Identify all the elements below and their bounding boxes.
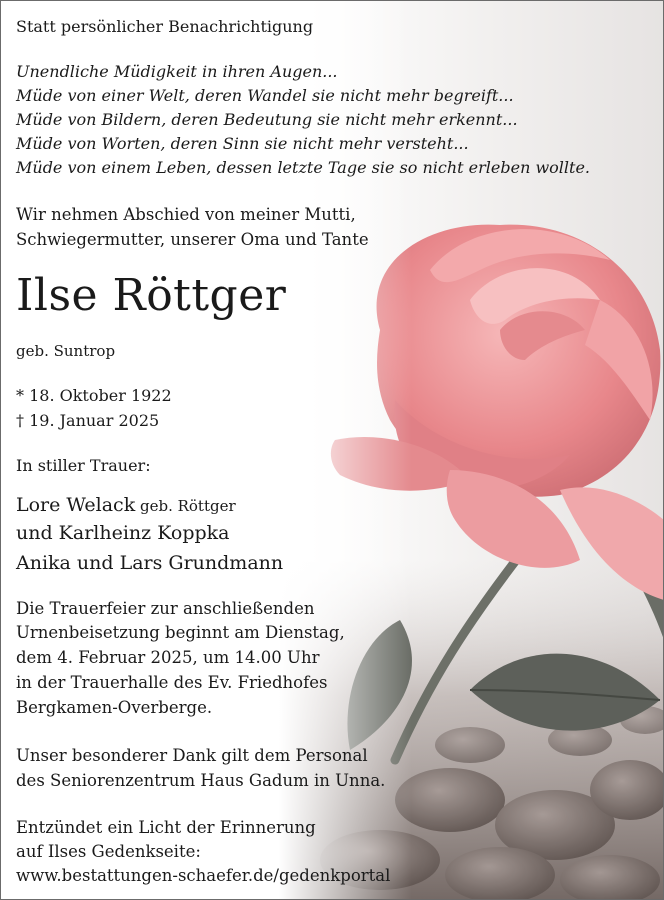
notice-header: Statt persönlicher Benachrichtigung (16, 17, 314, 36)
mourning-label: In stiller Trauer: (16, 456, 151, 475)
family-line-3: Anika und Lars Grundmann (16, 552, 284, 574)
family-member-birth-name: geb. Röttger (135, 497, 236, 515)
family-line-1 (16, 494, 236, 516)
family-member-name: Lore Welack (16, 494, 136, 516)
memorial-line-2: auf Ilses Gedenkseite: (16, 842, 201, 861)
poem-line-1: Unendliche Müdigkeit in ihren Augen... (16, 62, 338, 81)
birth-name: geb. Suntrop (16, 342, 116, 360)
intro-line-2: Schwiegermutter, unserer Oma und Tante (16, 230, 369, 249)
intro-line-1: Wir nehmen Abschied von meiner Mutti, (16, 205, 356, 224)
family-line-2: und Karlheinz Koppka (16, 522, 230, 544)
memorial-url: www.bestattungen-schaefer.de/gedenkportal (16, 866, 391, 885)
deceased-name: Ilse Röttger (16, 270, 287, 321)
poem-line-5: Müde von einem Leben, dessen letzte Tage sie so nicht erleben wollte. (16, 158, 590, 177)
death-date: † 19. Januar 2025 (16, 411, 160, 430)
poem-line-4: Müde von Worten, deren Sinn sie nicht mehr versteht... (16, 134, 469, 153)
thanks-line-2: des Seniorenzentrum Haus Gadum in Unna. (16, 771, 386, 790)
poem-line-2: Müde von einer Welt, deren Wandel sie nicht mehr begreift... (16, 86, 514, 105)
birth-date: * 18. Oktober 1922 (16, 386, 172, 405)
memorial-line-1: Entzündet ein Licht der Erinnerung (16, 818, 316, 837)
service-line-4: in der Trauerhalle des Ev. Friedhofes (16, 673, 328, 692)
poem-line-3: Müde von Bildern, deren Bedeutung sie nicht mehr erkennt... (16, 110, 518, 129)
service-line-3: dem 4. Februar 2025, um 14.00 Uhr (16, 648, 320, 667)
service-line-5: Bergkamen-Overberge. (16, 698, 213, 717)
service-line-1: Die Trauerfeier zur anschließenden (16, 599, 315, 618)
service-line-2: Urnenbeisetzung beginnt am Dienstag, (16, 623, 345, 642)
thanks-line-1: Unser besonderer Dank gilt dem Personal (16, 746, 368, 765)
